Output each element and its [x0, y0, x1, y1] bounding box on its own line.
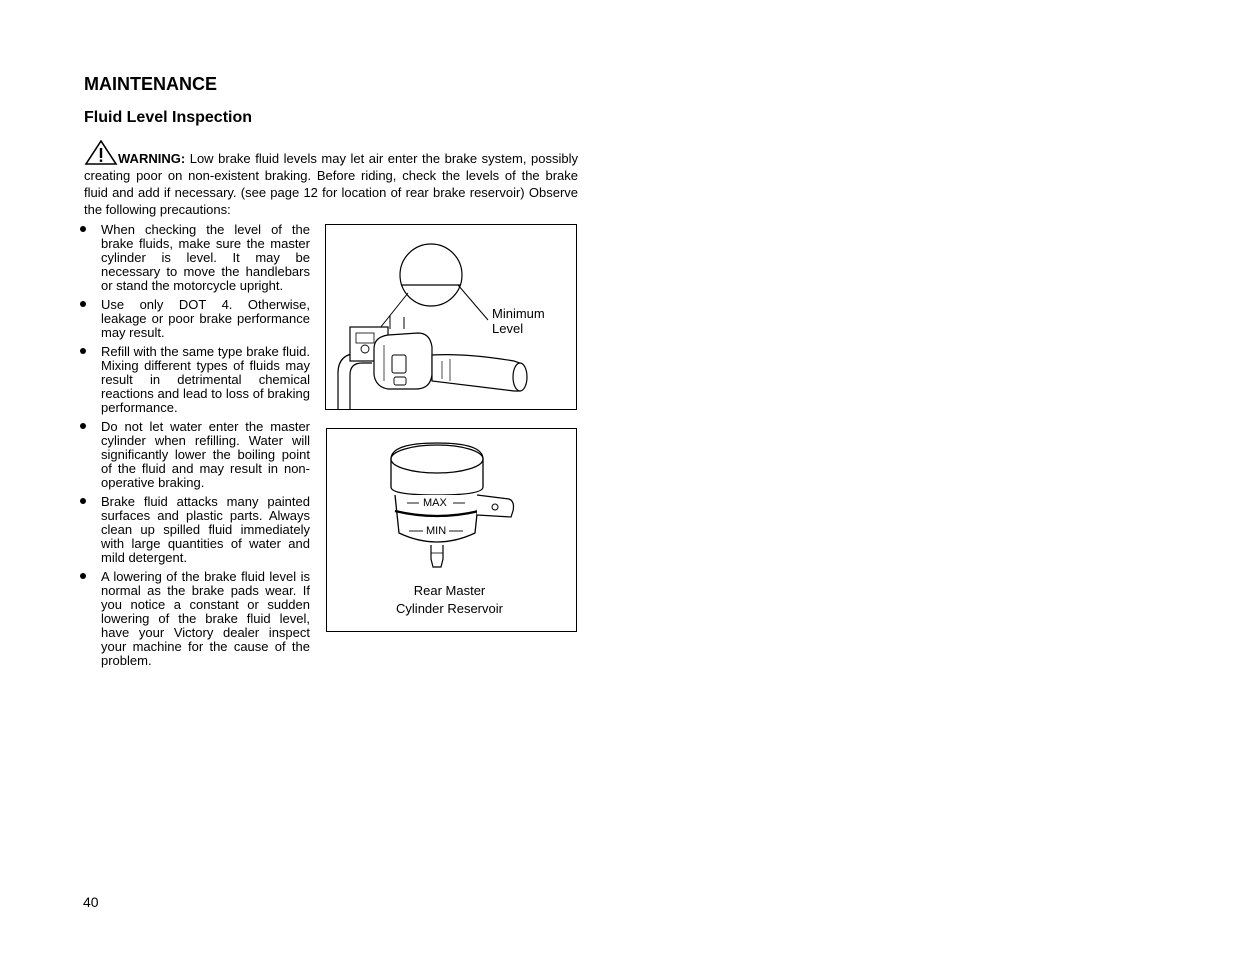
bullet-icon — [80, 498, 86, 504]
warning-triangle-icon — [84, 140, 118, 166]
bullet-icon — [80, 348, 86, 354]
section-title: Fluid Level Inspection — [84, 109, 253, 126]
bullet-icon — [80, 423, 86, 429]
rear-reservoir-caption: Rear Master Cylinder Reservoir — [396, 583, 503, 616]
minimum-level-label: Minimum Level — [492, 306, 545, 336]
bullet-icon — [80, 226, 86, 232]
front-master-cylinder-figure — [325, 224, 577, 410]
list-item: Do not let water enter the master cylinder when refilling. Water will significantly lower the boiling point of the fluid and may result in non-operative braking. — [80, 420, 310, 490]
page-number: 40 — [83, 894, 99, 910]
max-mark-label: MAX — [423, 497, 447, 509]
list-item: A lowering of the brake fluid level is normal as the brake pads wear. If you notice a constant or sudden lowering of the brake fluid level, have your Victory dealer inspect your machine for the cause of the problem. — [80, 570, 310, 668]
warning-label: WARNING: — [118, 151, 186, 166]
bullet-icon — [80, 301, 86, 307]
list-item: Brake fluid attacks many painted surfaces and plastic parts. Always clean up spilled fluid immediately with large quantities of water and mild detergent. — [80, 495, 310, 565]
bullet-icon — [80, 573, 86, 579]
warning-paragraph — [84, 140, 578, 218]
precautions-list — [80, 223, 310, 673]
list-item: When checking the level of the brake fluids, make sure the master cylinder is level. It may be necessary to move the handlebars or stand the motorcycle upright. — [80, 223, 310, 293]
rear-reservoir-figure — [326, 428, 577, 632]
list-item: Refill with the same type brake fluid. Mixing different types of fluids may result in detrimental chemical reactions and lead to loss of braking performance. — [80, 345, 310, 415]
min-mark-label: MIN — [426, 525, 447, 537]
page-title: MAINTENANCE — [84, 74, 217, 94]
rear-reservoir-illustration — [327, 429, 576, 579]
list-item: Use only DOT 4. Otherwise, leakage or poor brake performance may result. — [80, 298, 310, 340]
warning-text: Low brake fluid levels may let air enter the brake system, possibly creating poor on non-existent braking. Before riding, check the levels of the brake fluid and add if necessary. (see page 12 for location of rear brake reservoir) Observe the following precautions: — [84, 151, 578, 217]
